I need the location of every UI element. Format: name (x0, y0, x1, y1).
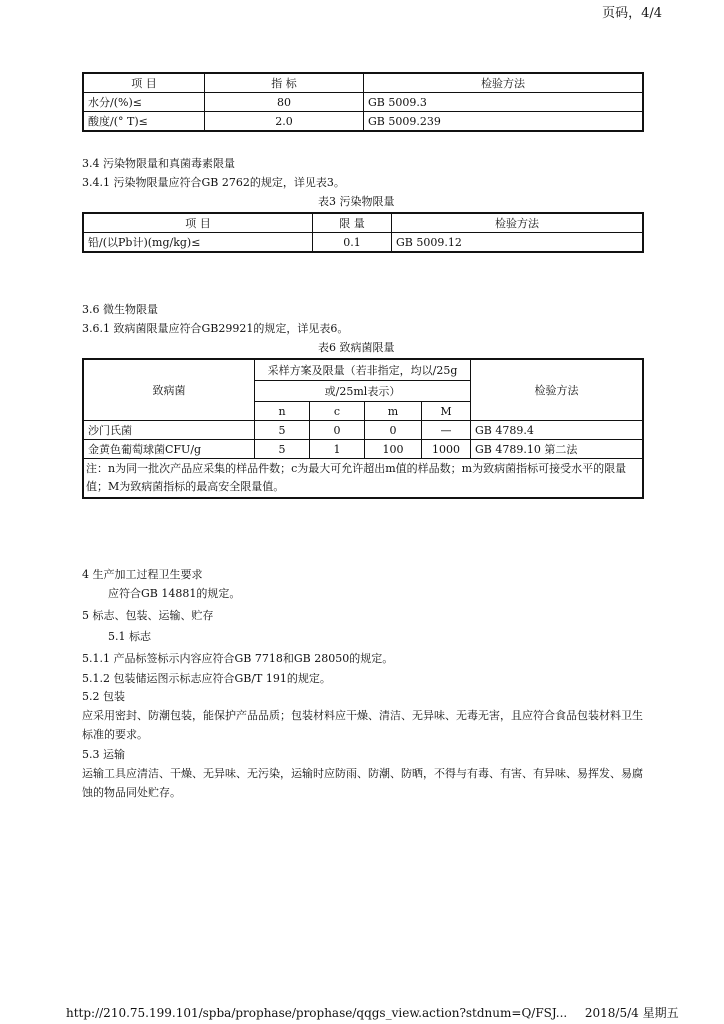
cell-n: 5 (255, 440, 310, 459)
cell-c: 0 (310, 421, 365, 440)
table-header-row (83, 213, 643, 233)
clause-5-1-2: 5.1.2 包装储运图示标志应符合GB/T 191的规定。 (82, 672, 331, 685)
cell-method: GB 5009.239 (364, 112, 644, 132)
section-5-3-text: 运输工具应清洁、干燥、无异味、无污染，运输时应防雨、防潮、防晒，不得与有毒、有害、有异味、易挥发、易腐蚀的物品同处贮存。 (82, 767, 643, 799)
clause-3-4-1: 3.4.1 污染物限量应符合GB 2762的规定，详见表3。 (82, 176, 345, 189)
section-3-4-heading: 3.4 污染物限量和真菌毒素限量 (82, 157, 235, 170)
table-row (83, 93, 643, 112)
section-5-2-heading: 5.2 包装 (82, 690, 125, 703)
clause-3-6-1: 3.6.1 致病菌限量应符合GB29921的规定，详见表6。 (82, 322, 349, 335)
section-5-1-heading: 5.1 标志 (108, 630, 151, 643)
cell-method: GB 4789.4 (471, 421, 644, 440)
cell-m: 0 (365, 421, 422, 440)
cell-m: 100 (365, 440, 422, 459)
cell-item: 铅/(以Pb计)(mg/kg)≤ (83, 233, 313, 253)
table-row (83, 233, 643, 253)
col-M: M (422, 402, 471, 421)
col-pathogen: 致病菌 (83, 359, 255, 421)
table-note-row (83, 459, 643, 499)
cell-item: 酸度/(° T)≤ (83, 112, 205, 132)
section-4-text: 应符合GB 14881的规定。 (108, 587, 241, 600)
cell-indicator: 2.0 (205, 112, 364, 132)
cell-indicator: 80 (205, 93, 364, 112)
table6-caption: 表6 致病菌限量 (318, 341, 395, 354)
cell-M: — (422, 421, 471, 440)
col-indicator: 指 标 (205, 73, 364, 93)
col-m: m (365, 402, 422, 421)
cell-method: GB 5009.3 (364, 93, 644, 112)
pathogen-table (82, 358, 644, 499)
section-5-2-text: 应采用密封、防潮包装，能保护产品品质；包装材料应干燥、清洁、无异味、无毒无害，且应符合食品包装材料卫生标准的要求。 (82, 709, 643, 741)
moisture-acidity-table (82, 72, 644, 132)
table-row (83, 440, 643, 459)
col-plan-line1: 采样方案及限量（若非指定，均以/25g (255, 359, 471, 381)
page-footer (66, 1004, 679, 1021)
table-row (83, 112, 643, 132)
cell-pathogen: 沙门氏菌 (83, 421, 255, 440)
cell-method: GB 5009.12 (392, 233, 644, 253)
cell-limit: 0.1 (313, 233, 392, 253)
table-note: 注：n为同一批次产品应采集的样品件数；c为最大可允许超出m值的样品数；m为致病菌指标可接受水平的限量值；M为致病菌指标的最高安全限量值。 (83, 459, 643, 499)
cell-c: 1 (310, 440, 365, 459)
contaminant-table (82, 212, 644, 253)
cell-n: 5 (255, 421, 310, 440)
cell-item: 水分/(%)≤ (83, 93, 205, 112)
table-row (83, 421, 643, 440)
col-method: 检验方法 (364, 73, 644, 93)
table-header-row (83, 73, 643, 93)
cell-pathogen: 金黄色葡萄球菌CFU/g (83, 440, 255, 459)
col-item: 项 目 (83, 73, 205, 93)
footer-date: 2018/5/4 星期五 (584, 1006, 679, 1020)
col-n: n (255, 402, 310, 421)
table3-caption: 表3 污染物限量 (318, 195, 395, 208)
col-item: 项 目 (83, 213, 313, 233)
page-number: 页码，4/4 (602, 6, 662, 21)
cell-M: 1000 (422, 440, 471, 459)
clause-5-1-1: 5.1.1 产品标签标示内容应符合GB 7718和GB 28050的规定。 (82, 652, 394, 665)
col-limit: 限 量 (313, 213, 392, 233)
section-3-6-heading: 3.6 微生物限量 (82, 303, 158, 316)
section-5-3-heading: 5.3 运输 (82, 748, 125, 761)
table-header-row (83, 359, 643, 381)
footer-url: http://210.75.199.101/spba/prophase/prophase/qqgs_view.action?stdnum=Q/FSJ... (66, 1006, 568, 1020)
col-method: 检验方法 (392, 213, 644, 233)
cell-method: GB 4789.10 第二法 (471, 440, 644, 459)
col-c: c (310, 402, 365, 421)
section-4-heading: 4 生产加工过程卫生要求 (82, 568, 203, 581)
col-plan-line2: 或/25ml表示） (255, 381, 471, 402)
section-5-heading: 5 标志、包装、运输、贮存 (82, 609, 214, 622)
col-method: 检验方法 (471, 359, 644, 421)
